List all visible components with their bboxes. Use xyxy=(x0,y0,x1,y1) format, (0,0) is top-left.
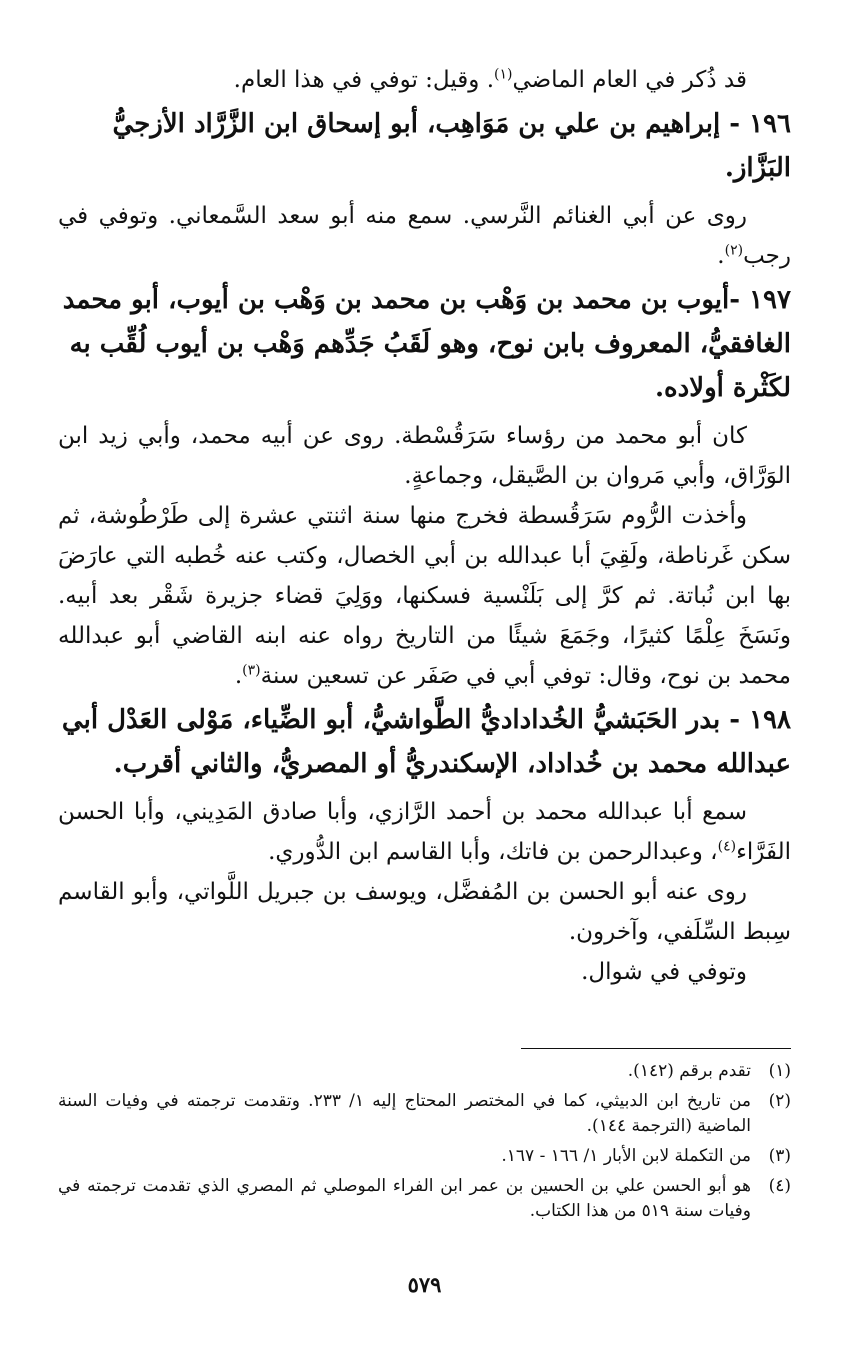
footnote-number: (٢) xyxy=(768,1091,791,1111)
entry-198-heading: ١٩٨ - بدر الحَبَشيُّ الخُداداديُّ الطَّواشيُّ، أبو الضِّياء، مَوْلى العَدْل أبي عبدالله محمد بن خُداداد، الإسكندريُّ أو المصريُّ، والثاني أقرب. xyxy=(61,705,791,779)
footnote-ref-3[interactable]: (٣) xyxy=(242,662,261,679)
entry-198-paragraph-3: وتوفي في شوال. xyxy=(581,959,747,985)
entry-196-tail: . xyxy=(717,243,725,269)
intro-paragraph xyxy=(58,60,791,100)
footnote-1 xyxy=(58,1059,791,1084)
footnote-2 xyxy=(58,1089,791,1139)
footnote-ref-1[interactable]: (١) xyxy=(494,66,513,83)
footnote-ref-4[interactable]: (٤) xyxy=(717,838,737,855)
intro-text: قد ذُكر في العام الماضي xyxy=(512,67,747,93)
entry-198-paragraph-2: روى عنه أبو الحسن بن المُفضَّل، ويوسف بن جبريل اللَّواتي، وأبو القاسم سِبط السِّلَفي، وآخرون. xyxy=(58,879,791,945)
entry-196-paragraph xyxy=(58,196,791,276)
entry-197-paragraph-1: كان أبو محمد من رؤساء سَرَقُسْطة. روى عن أبيه محمد، وأبي زيد ابن الوَرَّاق، وأبي مَروان بن الصَّيقل، وجماعةٍ. xyxy=(58,423,791,489)
footnote-text: من تاريخ ابن الدبيثي، كما في المختصر المحتاج إليه ١/ ٢٣٣. وتقدمت ترجمته في وفيات السنة الماضية (الترجمة ١٤٤). xyxy=(58,1091,751,1136)
entry-197-heading: ١٩٧ -أيوب بن محمد بن وَهْب بن محمد بن وَهْب بن أيوب، أبو محمد الغافقيُّ، المعروف بابن نوح، وهو لَقَبُ جَدِّهم وَهْب بن أيوب لُقِّب به لكَثْرة أولاده. xyxy=(62,285,791,403)
entry-196-heading: ١٩٦ - إبراهيم بن علي بن مَوَاهِب، أبو إسحاق ابن الزَّرَّاد الأزجيُّ البَزَّاز. xyxy=(112,109,791,183)
entry-198-paragraph-1-tail: ، وعبدالرحمن بن فاتك، وأبا القاسم ابن الدُّوري. xyxy=(268,839,718,865)
footnote-ref-2[interactable]: (٢) xyxy=(724,242,744,259)
footnote-number: (١) xyxy=(768,1061,791,1081)
entry-197-paragraph-2-text: وأخذت الرُّوم سَرَقُسطة فخرج منها سنة اثنتي عشرة إلى طَرْطُوشة، ثم سكن غَرناطة، ولَقِيَ أبا عبدالله بن أبي الخصال، وكتب عنه خُطبه التي عارَضَ بها ابن نُباتة. ثم كرَّ إلى بَلَنْسية فسكنها، ووَلِيَ قضاء جزيرة شَقْر بعد أبيه. ونَسَخَ عِلْمًا كثيرًا، وجَمَعَ شيئًا من التاريخ رواه عنه ابنه القاضي أبو عبدالله محمد بن نوح، وقال: توفي أبي في صَفَر عن تسعين سنة xyxy=(58,503,791,689)
footnote-text: هو أبو الحسن علي بن الحسين بن عمر ابن الفراء الموصلي ثم المصري الذي تقدمت ترجمته في وفيات سنة ٥١٩ من هذا الكتاب. xyxy=(58,1176,751,1221)
entry-196-text: روى عن أبي الغنائم النَّرسي. سمع منه أبو سعد السَّمعاني. وتوفي في رجب xyxy=(58,203,791,269)
entry-198-paragraph-1-text: سمع أبا عبدالله محمد بن أحمد الرَّازي، وأبا صادق المَدِيني، وأبا الحسن الفَرَّاء xyxy=(58,799,791,865)
entry-197-paragraph-2 xyxy=(58,496,791,696)
footnote-number: (٣) xyxy=(768,1146,791,1166)
footnote-text: من التكملة لابن الأبار ١/ ١٦٦ - ١٦٧. xyxy=(501,1146,751,1166)
footnote-text: تقدم برقم (١٤٢). xyxy=(627,1061,751,1081)
footnote-divider xyxy=(521,1048,791,1049)
intro-tail: . وقيل: توفي في هذا العام. xyxy=(233,67,495,93)
entry-198-paragraph-1 xyxy=(58,792,791,872)
page-number: ٥٧٩ xyxy=(407,1272,442,1297)
footnote-number: (٤) xyxy=(768,1176,791,1196)
footnote-3 xyxy=(58,1144,791,1169)
footnote-4 xyxy=(58,1174,791,1224)
entry-197-paragraph-2-tail: . xyxy=(234,663,243,689)
